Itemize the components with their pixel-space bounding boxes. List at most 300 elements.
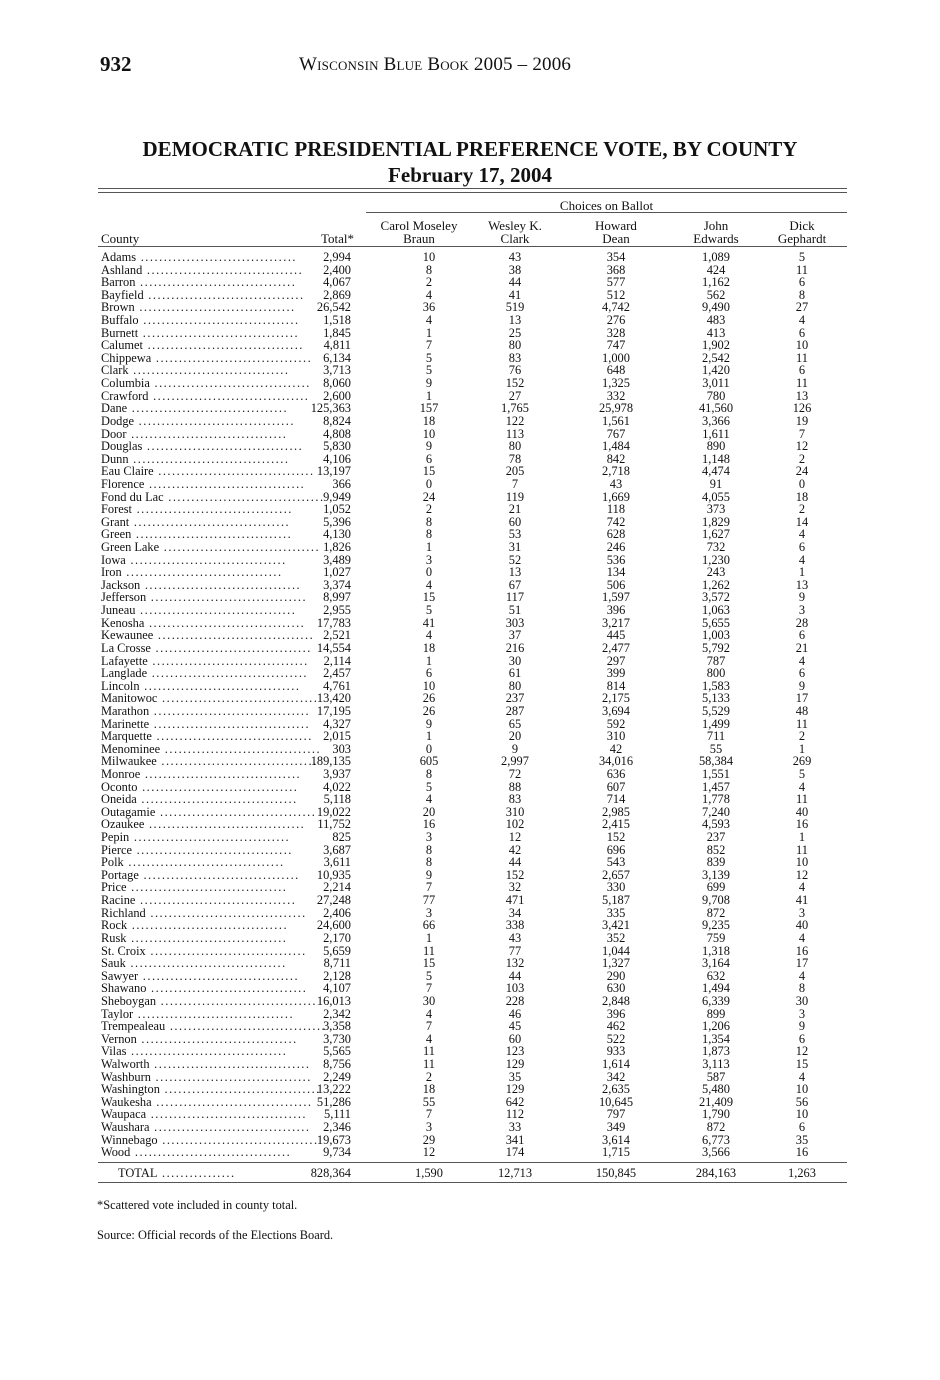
cell-total: 825 (332, 830, 351, 845)
cell-gephardt: 56 (795, 1094, 809, 1109)
cell-total: 5,565 (323, 1044, 351, 1059)
cell-gephardt: 0 (798, 476, 806, 491)
cell-clark: 42 (508, 842, 522, 857)
cell-total: 1,845 (323, 325, 351, 340)
cell-dean: 512 (606, 287, 626, 302)
cell-clark: 88 (508, 779, 522, 794)
cell-braun: 10 (422, 678, 436, 693)
cell-dean: 1,614 (602, 1057, 630, 1071)
cell-gephardt: 17 (795, 691, 809, 706)
county-name: Green .................................. (101, 527, 293, 542)
cell-clark: 30 (508, 653, 522, 668)
county-name: Columbia .................................. (101, 376, 311, 391)
cell-braun: 4 (425, 792, 433, 807)
cell-total: 2,400 (323, 262, 351, 277)
cell-edwards: 699 (706, 880, 726, 895)
cell-clark: 35 (508, 1069, 522, 1084)
cell-total: 17,783 (316, 615, 351, 630)
cell-braun: 1 (425, 653, 433, 668)
total-row (0, 1166, 907, 1180)
cell-gephardt: 4 (798, 552, 806, 567)
cell-braun: 3 (425, 552, 433, 567)
source-note: Source: Official records of the Elections Board. (97, 1228, 334, 1242)
cell-dean: 42 (609, 741, 623, 756)
cell-clark: 53 (508, 527, 522, 542)
cell-braun: 8 (425, 527, 433, 542)
cell-edwards: 1,494 (702, 981, 730, 996)
cell-clark: 13 (508, 565, 522, 580)
cell-braun: 3 (425, 1120, 433, 1135)
cell-clark: 205 (505, 464, 525, 479)
cell-edwards: 1,551 (702, 766, 730, 781)
cell-total: 2,342 (323, 1006, 351, 1021)
county-name: Pierce .................................. (101, 842, 293, 857)
cell-gephardt: 21 (795, 640, 809, 655)
county-name: Adams .................................. (101, 250, 298, 264)
cell-gephardt: 8 (798, 287, 806, 302)
county-name: Iron .................................. (101, 565, 283, 580)
cell-clark: 13 (508, 313, 522, 328)
cell-edwards: 91 (709, 476, 723, 491)
cell-gephardt: 6 (798, 1031, 806, 1046)
county-name: Racine .................................. (101, 893, 297, 908)
cell-dean: 4,742 (602, 300, 630, 315)
cell-total: 26,542 (316, 300, 351, 315)
cell-edwards: 243 (706, 565, 726, 580)
cell-braun: 3 (425, 905, 433, 920)
cell-dean: 368 (606, 262, 626, 277)
county-name: Sawyer .................................. (101, 968, 300, 983)
cell-edwards: 872 (706, 905, 726, 920)
cell-edwards: 1,063 (702, 603, 730, 618)
cell-gephardt: 6 (798, 628, 806, 643)
cell-braun: 8 (425, 855, 433, 870)
cell-braun: 55 (422, 1094, 436, 1109)
cell-total: 4,808 (323, 426, 351, 441)
cell-clark: 519 (505, 300, 525, 315)
cell-edwards: 3,139 (702, 867, 730, 882)
county-name: Winnebago .................................. (101, 1132, 319, 1147)
cell-total: 19,673 (316, 1132, 351, 1147)
cell-gephardt: 40 (795, 918, 809, 933)
cell-braun: 5 (425, 363, 433, 378)
cell-clark: 1,765 (501, 401, 529, 416)
cell-clark: 119 (505, 489, 525, 504)
column-header-braun: Carol Moseley Braun (380, 218, 458, 246)
cell-gephardt: 9 (798, 1019, 806, 1034)
county-name: Monroe .................................. (101, 766, 302, 781)
cell-braun: 30 (422, 993, 436, 1008)
cell-total: 3,730 (323, 1031, 351, 1046)
cell-dean: 310 (606, 729, 626, 744)
cell-total: 1,027 (323, 565, 351, 580)
cell-clark: 338 (505, 918, 525, 933)
cell-clark: 80 (508, 338, 522, 353)
cell-total: 1,826 (323, 540, 351, 555)
cell-clark: 32 (508, 880, 522, 895)
cell-gephardt: 30 (795, 993, 809, 1008)
cell-dean: 2,718 (602, 464, 630, 479)
cell-braun: 5 (425, 968, 433, 983)
county-name: Dodge .................................. (101, 413, 295, 428)
cell-gephardt: 17 (795, 956, 809, 971)
cell-dean: 152 (606, 830, 626, 845)
cell-gephardt: 41 (795, 893, 809, 908)
county-name: Vernon .................................. (101, 1031, 298, 1046)
cell-total: 2,521 (323, 628, 351, 643)
county-name: Milwaukee .................................. (101, 754, 318, 769)
cell-dean: 1,669 (602, 489, 630, 504)
cell-total: 17,195 (316, 703, 351, 718)
cell-gephardt: 6 (798, 1120, 806, 1135)
total-value-braun: 1,590 (415, 1166, 443, 1180)
cell-braun: 6 (425, 666, 433, 681)
cell-dean: 342 (606, 1069, 626, 1084)
cell-edwards: 1,627 (702, 527, 730, 542)
cell-edwards: 237 (706, 830, 726, 845)
cell-clark: 122 (505, 413, 525, 428)
total-value-gephardt: 1,263 (788, 1166, 816, 1180)
county-name: Ozaukee .................................. (101, 817, 306, 832)
county-name: Jefferson .................................. (101, 590, 308, 605)
cell-braun: 5 (425, 350, 433, 365)
cell-braun: 1 (425, 930, 433, 945)
county-name: La Crosse .................................. (101, 640, 312, 655)
cell-dean: 297 (606, 653, 626, 668)
cell-clark: 287 (505, 703, 525, 718)
cell-total: 8,997 (323, 590, 351, 605)
cell-clark: 27 (508, 388, 522, 403)
cell-dean: 522 (606, 1031, 626, 1046)
cell-braun: 2 (425, 502, 433, 517)
cell-edwards: 1,206 (702, 1019, 730, 1034)
cell-total: 19,022 (316, 804, 351, 819)
cell-gephardt: 2 (798, 729, 806, 744)
cell-gephardt: 1 (798, 565, 806, 580)
cell-total: 189,135 (310, 754, 351, 769)
cell-clark: 12 (508, 830, 522, 845)
cell-gephardt: 4 (798, 779, 806, 794)
cell-braun: 5 (425, 779, 433, 794)
county-name: Crawford .................................. (101, 388, 310, 403)
cell-total: 14,554 (316, 640, 351, 655)
cell-dean: 25,978 (598, 401, 634, 416)
cell-braun: 11 (423, 943, 435, 958)
cell-edwards: 5,529 (702, 703, 730, 718)
cell-dean: 5,187 (602, 893, 630, 908)
cell-dean: 592 (606, 716, 626, 731)
cell-gephardt: 2 (798, 451, 806, 466)
cell-braun: 10 (422, 426, 436, 441)
county-name: Dunn .................................. (101, 451, 290, 466)
county-name: Brown .................................. (101, 300, 296, 315)
cell-braun: 11 (423, 1057, 435, 1071)
cell-dean: 246 (606, 540, 626, 555)
cell-dean: 696 (606, 842, 626, 857)
column-header-gephardt: Dick Gephardt (777, 218, 827, 246)
cell-gephardt: 8 (798, 981, 806, 996)
county-name: Waupaca .................................. (101, 1107, 308, 1122)
cell-edwards: 2,542 (702, 350, 730, 365)
cell-braun: 4 (425, 1031, 433, 1046)
cell-edwards: 1,162 (702, 275, 730, 290)
cell-clark: 216 (505, 640, 525, 655)
cell-total: 2,015 (323, 729, 351, 744)
cell-gephardt: 5 (798, 766, 806, 781)
cell-total: 3,713 (323, 363, 351, 378)
cell-gephardt: 12 (795, 439, 809, 454)
cell-dean: 1,561 (602, 413, 630, 428)
cell-gephardt: 48 (795, 703, 809, 718)
cell-clark: 174 (505, 1145, 525, 1160)
cell-gephardt: 18 (795, 489, 809, 504)
cell-edwards: 1,583 (702, 678, 730, 693)
county-name: Bayfield .................................. (101, 287, 305, 302)
cell-edwards: 5,133 (702, 691, 730, 706)
cell-gephardt: 28 (795, 615, 809, 630)
cell-gephardt: 7 (798, 426, 806, 441)
cell-edwards: 1,089 (702, 250, 730, 264)
cell-braun: 18 (422, 413, 436, 428)
county-name: Marathon .................................. (101, 703, 311, 718)
cell-clark: 102 (505, 817, 525, 832)
cell-total: 8,711 (323, 956, 351, 971)
cell-dean: 330 (606, 880, 626, 895)
cell-gephardt: 12 (795, 1044, 809, 1059)
county-name: Manitowoc .................................. (101, 691, 319, 706)
county-name: Fond du Lac .................................. (101, 489, 325, 504)
county-name: Rusk .................................. (101, 930, 288, 945)
running-title: Wisconsin Blue Book 2005 – 2006 (299, 54, 572, 75)
cell-dean: 842 (606, 451, 626, 466)
cell-braun: 605 (419, 754, 439, 769)
county-name: Ashland .................................. (101, 262, 304, 277)
cell-total: 11,752 (317, 817, 351, 832)
cell-dean: 797 (606, 1107, 626, 1122)
county-name: Kewaunee .................................. (101, 628, 315, 643)
cell-braun: 15 (422, 464, 436, 479)
cell-total: 24,600 (316, 918, 351, 933)
cell-total: 10,935 (316, 867, 351, 882)
cell-gephardt: 3 (798, 1006, 806, 1021)
county-name: Iowa .................................. (101, 552, 287, 567)
cell-gephardt: 269 (792, 754, 812, 769)
cell-total: 9,734 (323, 1145, 351, 1160)
cell-clark: 9 (511, 741, 519, 756)
cell-gephardt: 11 (796, 262, 808, 277)
cell-edwards: 3,366 (702, 413, 730, 428)
county-name: Sauk .................................. (101, 956, 287, 971)
county-name: Lincoln .................................. (101, 678, 301, 693)
cell-dean: 1,325 (602, 376, 630, 391)
cell-gephardt: 11 (796, 350, 808, 365)
cell-total: 366 (332, 476, 351, 491)
cell-total: 8,060 (323, 376, 351, 391)
cell-dean: 462 (606, 1019, 626, 1034)
table-row (0, 1146, 907, 1159)
cell-braun: 4 (425, 313, 433, 328)
cell-gephardt: 6 (798, 540, 806, 555)
cell-gephardt: 13 (795, 388, 809, 403)
county-name: Rock .................................. (101, 918, 289, 933)
cell-edwards: 632 (706, 968, 726, 983)
cell-clark: 38 (508, 262, 522, 277)
cell-dean: 290 (606, 968, 626, 983)
cell-gephardt: 12 (795, 867, 809, 882)
county-name: Vilas .................................. (101, 1044, 288, 1059)
cell-dean: 933 (606, 1044, 626, 1059)
cell-dean: 506 (606, 577, 626, 592)
cell-dean: 607 (606, 779, 626, 794)
cell-edwards: 1,873 (702, 1044, 730, 1059)
cell-gephardt: 11 (796, 376, 808, 391)
cell-edwards: 1,230 (702, 552, 730, 567)
cell-braun: 9 (425, 867, 433, 882)
cell-braun: 1 (425, 540, 433, 555)
county-name: Florence .................................. (101, 476, 306, 491)
county-name: Washburn .................................. (101, 1069, 312, 1084)
cell-total: 5,830 (323, 439, 351, 454)
cell-gephardt: 3 (798, 603, 806, 618)
cell-clark: 642 (505, 1094, 525, 1109)
cell-total: 3,358 (323, 1019, 351, 1034)
cell-dean: 118 (606, 502, 626, 517)
cell-total: 2,114 (323, 653, 351, 668)
cell-total: 27,248 (316, 893, 351, 908)
cell-total: 3,611 (323, 855, 351, 870)
cell-clark: 83 (508, 792, 522, 807)
county-name: Waukesha .................................. (101, 1094, 313, 1109)
cell-edwards: 5,655 (702, 615, 730, 630)
cell-dean: 3,614 (602, 1132, 630, 1147)
cell-braun: 2 (425, 1069, 433, 1084)
total-value-edwards: 284,163 (695, 1166, 737, 1180)
cell-dean: 636 (606, 766, 626, 781)
cell-total: 3,374 (323, 577, 351, 592)
cell-dean: 630 (606, 981, 626, 996)
cell-edwards: 1,420 (702, 363, 730, 378)
header-rule (98, 246, 847, 247)
cell-braun: 8 (425, 514, 433, 529)
cell-edwards: 3,011 (702, 376, 730, 391)
cell-gephardt: 10 (795, 855, 809, 870)
cell-total: 5,659 (323, 943, 351, 958)
total-rule (98, 1162, 847, 1163)
county-name: Richland .................................. (101, 905, 307, 920)
cell-dean: 577 (606, 275, 626, 290)
county-name: Dane .................................. (101, 401, 289, 416)
cell-dean: 134 (606, 565, 626, 580)
cell-edwards: 1,262 (702, 577, 730, 592)
county-name: Outagamie .................................. (101, 804, 317, 819)
cell-clark: 2,997 (501, 754, 529, 769)
cell-braun: 0 (425, 476, 433, 491)
county-name: Burnett .................................. (101, 325, 300, 340)
cell-edwards: 3,572 (702, 590, 730, 605)
cell-braun: 8 (425, 842, 433, 857)
county-name: Polk .................................. (101, 855, 285, 870)
county-name: Clark .................................. (101, 363, 290, 378)
cell-braun: 3 (425, 830, 433, 845)
cell-total: 2,955 (323, 603, 351, 618)
cell-braun: 4 (425, 577, 433, 592)
cell-total: 2,170 (323, 930, 351, 945)
county-name: Jackson .................................. (101, 577, 302, 592)
cell-dean: 1,597 (602, 590, 630, 605)
column-header-edwards: John Edwards (693, 218, 739, 246)
cell-total: 2,994 (323, 250, 351, 264)
cell-braun: 41 (422, 615, 436, 630)
cell-total: 3,937 (323, 766, 351, 781)
cell-clark: 67 (508, 577, 522, 592)
cell-edwards: 3,113 (702, 1057, 730, 1071)
cell-braun: 7 (425, 1019, 433, 1034)
cell-total: 9,949 (323, 489, 351, 504)
county-name: Eau Claire .................................. (101, 464, 315, 479)
county-name: Shawano .................................. (101, 981, 308, 996)
county-name: Waushara .................................. (101, 1120, 311, 1135)
cell-edwards: 890 (706, 439, 726, 454)
cell-edwards: 1,318 (702, 943, 730, 958)
cell-clark: 341 (505, 1132, 525, 1147)
cell-clark: 44 (508, 968, 522, 983)
county-name: Oconto .................................. (101, 779, 299, 794)
cell-total: 3,687 (323, 842, 351, 857)
cell-edwards: 41,560 (698, 401, 734, 416)
cell-gephardt: 9 (798, 590, 806, 605)
cell-total: 2,869 (323, 287, 351, 302)
cell-clark: 228 (505, 993, 525, 1008)
cell-edwards: 1,499 (702, 716, 730, 731)
cell-gephardt: 16 (795, 1145, 809, 1160)
cell-braun: 15 (422, 956, 436, 971)
cell-braun: 1 (425, 388, 433, 403)
cell-braun: 1 (425, 729, 433, 744)
cell-braun: 18 (422, 1082, 436, 1097)
cell-edwards: 1,457 (702, 779, 730, 794)
cell-gephardt: 15 (795, 1057, 809, 1071)
cell-clark: 52 (508, 552, 522, 567)
county-name: Wood .................................. (101, 1145, 292, 1160)
column-header-total: Total* (320, 231, 354, 246)
cell-gephardt: 35 (795, 1132, 809, 1147)
cell-dean: 628 (606, 527, 626, 542)
county-name: Washington .................................. (101, 1082, 321, 1097)
cell-braun: 16 (422, 817, 436, 832)
cell-edwards: 9,708 (702, 893, 730, 908)
cell-gephardt: 10 (795, 1082, 809, 1097)
cell-total: 8,824 (323, 413, 351, 428)
cell-gephardt: 19 (795, 413, 809, 428)
cell-edwards: 55 (709, 741, 723, 756)
county-name: Barron .................................. (101, 275, 297, 290)
cell-dean: 354 (606, 250, 626, 264)
cell-edwards: 6,773 (702, 1132, 730, 1147)
cell-edwards: 21,409 (698, 1094, 734, 1109)
cell-total: 4,761 (323, 678, 351, 693)
cell-edwards: 1,902 (702, 338, 730, 353)
page-header (100, 52, 820, 82)
cell-gephardt: 1 (798, 741, 806, 756)
cell-total: 2,214 (323, 880, 351, 895)
county-name: Door .................................. (101, 426, 288, 441)
cell-clark: 44 (508, 275, 522, 290)
cell-gephardt: 4 (798, 880, 806, 895)
cell-clark: 80 (508, 439, 522, 454)
cell-clark: 129 (505, 1057, 525, 1071)
cell-dean: 714 (606, 792, 626, 807)
cell-braun: 24 (422, 489, 436, 504)
